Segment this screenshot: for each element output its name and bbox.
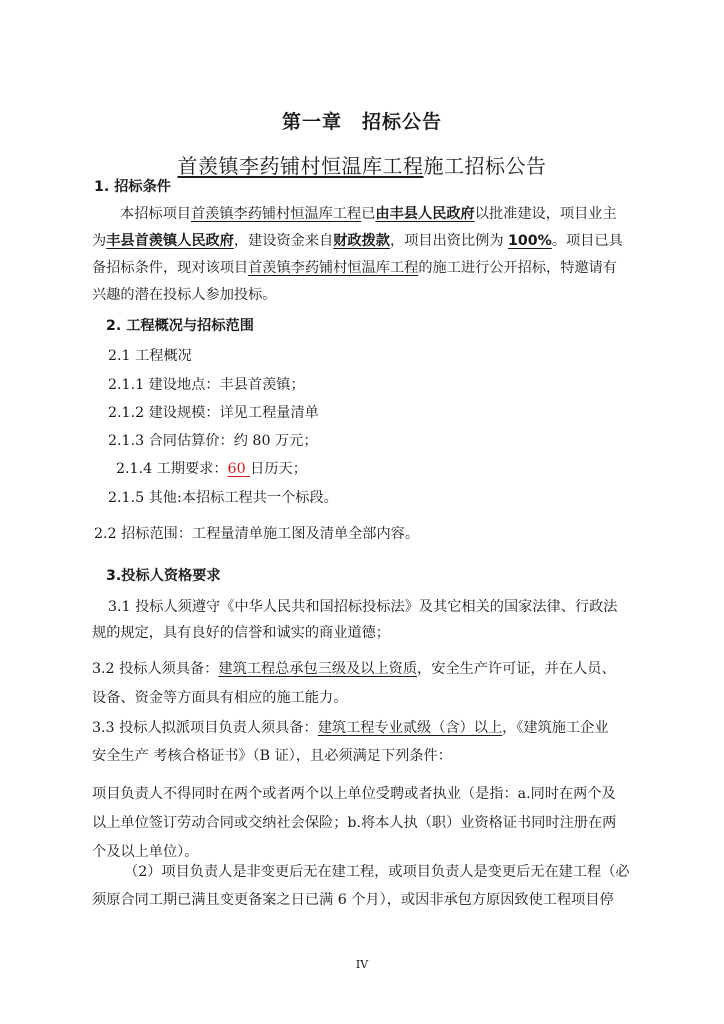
s3-para4-line-1: 项目负责人不得同时在两个或者两个以上单位受聘或者执业（是指：a.同时在两个及 [92,786,616,802]
s3-para1-line-1: 3.1 投标人须遵守《中华人民共和国招标投标法》及其它相关的国家法律、行政法 [108,599,618,615]
s2-line-scale: 2.1.2 建设规模：详见工程量清单 [108,405,319,421]
announcement-title-rest: 施工招标公告 [423,154,547,178]
page-number: IV [355,958,369,971]
s2-line-scope: 2.2 招标范围：工程量清单施工图及清单全部内容。 [94,526,420,542]
fund-ratio: 100% [508,233,552,249]
manager-qualification: 建筑工程专业贰级（含）以上 [317,720,503,736]
s2-line-other: 2.1.5 其他:本招标工程共一个标段。 [108,490,338,506]
s2-line-price: 2.1.3 合同估算价：约 80 万元； [108,433,318,449]
project-name-2: 首羡镇李药铺村恒温库工程 [248,260,419,276]
s3-para3-line-1: 3.3 投标人拟派项目负责人须具备：建筑工程专业贰级（含）以上，《建筑施工企业 [92,720,609,736]
section-3-heading: 3.投标人资格要求 [106,568,221,584]
announcement-title-project: 首羡镇李药铺村恒温库工程 [177,154,424,178]
s3-para4-line-3: 个及以上单位）。 [92,844,199,860]
approver: 由丰县人民政府 [375,206,475,222]
s3-para2-line-1: 3.2 投标人须具备：建筑工程总承包三级及以上资质，安全生产许可证，并在人员、 [92,661,616,677]
s3-para1-line-2: 规的规定，具有良好的信誉和诚实的商业道德； [92,625,390,641]
project-owner: 丰县首羡镇人民政府 [106,233,234,249]
s3-para3-line-2: 安全生产 考核合格证书》（B 证），且必须满足下列条件： [92,748,452,764]
section-1-heading: 1. 招标条件 [94,179,171,195]
s2-line-overview: 2.1 工程概况 [108,348,192,364]
s3-para4-line-2: 以上单位签订劳动合同或交纳社会保险；b.将本人执（职）业资格证书同时注册在两 [92,815,617,831]
s1-para-line-2: 为丰县首羡镇人民政府，建设资金来自财政拨款，项目出资比例为 100%。项目已具 [92,233,623,249]
s1-para-line-4: 兴趣的潜在投标人参加投标。 [92,287,277,303]
s2-line-duration: 2.1.4 工期要求：60 日历天； [116,461,307,477]
s2-line-location: 2.1.1 建设地点：丰县首羡镇； [108,377,305,393]
fund-source: 财政拨款 [333,233,390,249]
section-2-heading: 2. 工程概况与招标范围 [106,318,254,334]
s3-para5-line-2: 须原合同工期已满且变更备案之日已满 6 个月），或因非承包方原因致使工程项目停 [92,892,614,908]
announcement-title [0,150,724,179]
s1-para-line-1: 本招标项目首羡镇李药铺村恒温库工程已由丰县人民政府以批准建设，项目业主 [120,206,617,222]
project-name: 首羡镇李药铺村恒温库工程 [190,206,362,222]
qualification-grade: 建筑工程总承包三级及以上资质 [218,661,418,677]
chapter-title: 第一章 招标公告 [281,111,442,133]
s3-para2-line-2: 设备、资金等方面具有相应的施工能力。 [92,690,348,706]
s1-para-line-3: 备招标条件，现对该项目首羡镇李药铺村恒温库工程的施工进行公开招标，特邀请有 [92,260,617,276]
s3-para5-line-1: （2）项目负责人是非变更后无在建工程，或项目负责人是变更后无在建工程（必 [124,864,630,880]
duration-days: 60 [227,461,251,477]
